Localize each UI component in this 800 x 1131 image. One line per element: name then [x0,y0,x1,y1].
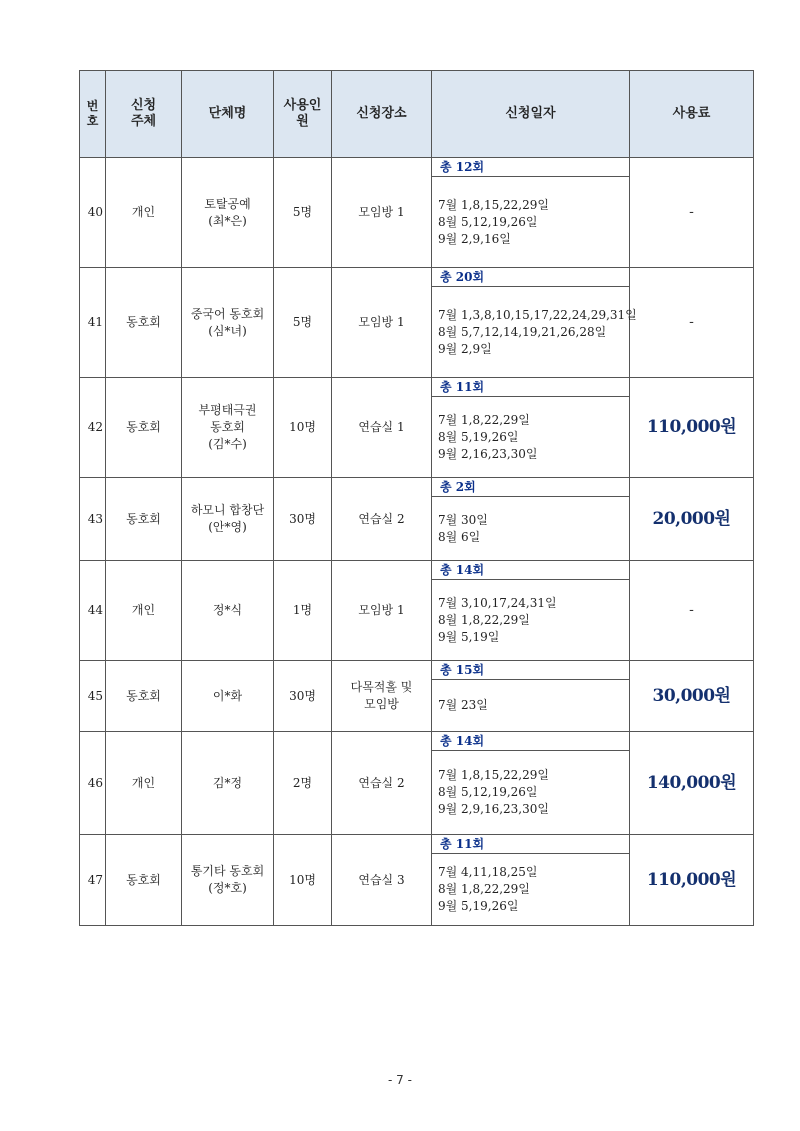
place-line: 모임방 1 [358,315,405,329]
place-line: 모임방 1 [358,603,405,617]
date-line: 9월 2,9,16일 [438,231,511,246]
row-group-name [182,561,274,661]
row-fee: 20,000원 [630,478,754,561]
date-line: 9월 5,19,26일 [438,899,519,913]
place-line: 모임방 1 [358,205,405,219]
row-dates [432,378,630,478]
total-count: 총 14회 [432,732,629,751]
group-name-line: 김*정 [212,775,243,790]
table-row [80,268,754,378]
row-subject: 동호회 [106,835,182,926]
row-subject: 동호회 [106,478,182,561]
date-line: 7월 23일 [438,698,488,712]
row-subject: 동호회 [106,378,182,478]
row-place [332,732,432,835]
rental-schedule-table [79,70,754,926]
header-group-name: 단체명 [182,71,274,158]
place-line: 연습실 2 [358,511,405,526]
row-place [332,561,432,661]
row-number: 46 [80,732,106,835]
header-fee: 사용료 [630,71,754,158]
row-group-name [182,661,274,732]
group-name-line: (정*호) [208,881,247,895]
row-fee: - [630,561,754,661]
row-fee: 30,000원 [630,661,754,732]
header-dates: 신청일자 [432,71,630,158]
date-line: 9월 5,19일 [438,629,500,644]
page-number: - 7 - [388,1073,412,1087]
place-line: 연습실 1 [358,420,405,434]
row-people: 5명 [274,158,332,268]
row-dates [432,158,630,268]
date-line: 7월 1,3,8,10,15,17,22,24,29,31일 [438,307,637,322]
table-row [80,561,754,661]
group-name-line: 하모니 합창단 [190,503,265,517]
row-subject: 동호회 [106,661,182,732]
row-place [332,478,432,561]
total-count: 총 14회 [432,561,629,580]
row-fee: - [630,268,754,378]
group-name-line: (최*은) [208,213,247,228]
row-dates [432,478,630,561]
header-place: 신청장소 [332,71,432,158]
row-dates [432,661,630,732]
row-group-name [182,158,274,268]
row-number: 43 [80,478,106,561]
group-name-line: 동호회 [210,420,245,434]
header-people: 사용인 원 [274,71,332,158]
row-number: 44 [80,561,106,661]
row-number: 42 [80,378,106,478]
row-fee: 110,000원 [630,835,754,926]
row-fee: 110,000원 [630,378,754,478]
row-number: 41 [80,268,106,378]
row-group-name [182,268,274,378]
row-number: 47 [80,835,106,926]
row-subject: 동호회 [106,268,182,378]
table-row [80,158,754,268]
row-place [332,268,432,378]
row-people: 10명 [274,835,332,926]
table-row [80,478,754,561]
total-count: 총 12회 [432,158,629,177]
date-line: 8월 5,7,12,14,19,21,26,28일 [438,324,607,339]
date-line: 9월 2,16,23,30일 [438,446,538,461]
date-line: 8월 6일 [438,529,481,544]
row-dates [432,732,630,835]
row-people: 30명 [274,478,332,561]
row-subject: 개인 [106,158,182,268]
row-dates [432,561,630,661]
row-place [332,378,432,478]
row-subject: 개인 [106,732,182,835]
group-name-line: 통기타 동호회 [190,864,265,878]
date-line: 9월 2,9,16,23,30일 [438,802,549,816]
date-line: 8월 5,12,19,26일 [438,214,538,229]
group-name-line: 중국어 동호회 [190,306,265,321]
row-people: 2명 [274,732,332,835]
total-count: 총 15회 [432,661,629,680]
total-count: 총 11회 [432,378,629,397]
row-group-name [182,478,274,561]
row-fee: - [630,158,754,268]
group-name-line: 토탈공예 [204,196,251,211]
date-line: 7월 1,8,15,22,29일 [438,768,549,782]
date-line: 7월 1,8,15,22,29일 [438,197,549,212]
date-line: 7월 3,10,17,24,31일 [438,595,557,610]
total-count: 총 2회 [432,478,629,497]
table-header-row [80,71,754,158]
row-dates [432,835,630,926]
header-number: 번 호 [80,71,106,158]
date-line: 8월 1,8,22,29일 [438,612,530,627]
total-count: 총 20회 [432,268,629,287]
row-people: 1명 [274,561,332,661]
date-line: 8월 5,12,19,26일 [438,785,538,799]
group-name-line: (안*영) [208,520,247,534]
group-name-line: (김*수) [208,437,247,451]
row-place [332,661,432,732]
row-place [332,835,432,926]
row-number: 45 [80,661,106,732]
row-number: 40 [80,158,106,268]
row-group-name [182,835,274,926]
row-group-name [182,378,274,478]
row-group-name [182,732,274,835]
row-place [332,158,432,268]
place-line: 연습실 3 [358,872,405,887]
row-people: 30명 [274,661,332,732]
table-row [80,378,754,478]
date-line: 7월 30일 [438,512,488,527]
date-line: 8월 1,8,22,29일 [438,882,530,896]
group-name-line: 부평태극권 [198,403,257,417]
place-line: 연습실 2 [358,775,405,790]
row-fee: 140,000원 [630,732,754,835]
date-line: 9월 2,9일 [438,341,492,356]
group-name-line: 정*식 [212,603,243,617]
date-line: 8월 5,19,26일 [438,429,519,444]
place-line: 다목적홀 및 [350,680,413,694]
row-dates [432,268,637,378]
row-people: 5명 [274,268,332,378]
total-count: 총 11회 [432,835,629,854]
row-people: 10명 [274,378,332,478]
date-line: 7월 4,11,18,25일 [438,865,538,879]
table-row [80,835,754,926]
row-subject: 개인 [106,561,182,661]
place-line: 모임방 [364,697,399,711]
header-subject: 신청 주체 [106,71,182,158]
table-row [80,661,754,732]
table-row [80,732,754,835]
group-name-line: 이*화 [212,688,243,703]
group-name-line: (심*녀) [208,323,247,338]
date-line: 7월 1,8,22,29일 [438,412,530,427]
